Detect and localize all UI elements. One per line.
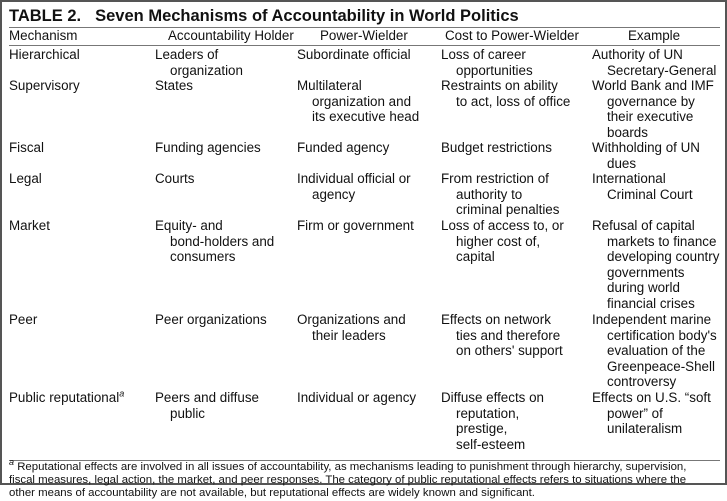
cell-mechanism: Market <box>9 218 50 233</box>
cell-example: Refusal of capital markets to finance developing country governments during world financial crises <box>592 218 720 311</box>
cell-cost: Loss of access to, or higher cost of, capital <box>441 218 564 265</box>
column-header-cost: Cost to Power-Wielder <box>445 28 579 43</box>
cell-example: Withholding of UN dues <box>592 140 700 171</box>
column-header-accountability-holder: Accountability Holder <box>168 28 294 43</box>
cell-example: International Criminal Court <box>592 171 693 202</box>
table-title <box>9 6 519 26</box>
cell-holder: Leaders of organization <box>155 47 243 78</box>
cell-wielder: Multilateral organization and its executive head <box>297 78 420 125</box>
cell-cost: Restraints on ability to act, loss of office <box>441 78 571 109</box>
cell-holder: Peers and diffuse public <box>155 390 259 421</box>
table-number: TABLE 2. <box>9 7 82 25</box>
column-header-power-wielder: Power-Wielder <box>320 28 408 43</box>
cell-example: World Bank and IMF governance by their executive boards <box>592 78 714 140</box>
cell-cost: Budget restrictions <box>441 140 552 155</box>
cell-mechanism: Legal <box>9 171 42 186</box>
table-title-text: Seven Mechanisms of Accountability in World Politics <box>95 7 519 25</box>
footnote-marker: a <box>119 388 125 399</box>
column-header-mechanism: Mechanism <box>9 28 78 43</box>
cell-wielder: Individual or agency <box>297 390 417 405</box>
cell-example: Effects on U.S. “soft power” of unilateralism <box>592 390 711 437</box>
cell-cost: Effects on network ties and therefore on others' support <box>441 312 563 359</box>
cell-mechanism: Hierarchical <box>9 47 80 62</box>
cell-wielder: Individual official or agency <box>297 171 411 202</box>
cell-example: Authority of UN Secretary-General <box>592 47 717 78</box>
header-rule <box>9 45 720 46</box>
table-footnote: $^a$ Reputational effects are involved in all issues of accountability, as mechanisms leading to punishment through hierarchy, supervision, fiscal measures, legal action, the market, and peer responses. The category of public reputational effects refers to situations where the other means of accountability are not available, but reputational effects are widely known and significant. <box>9 457 687 500</box>
cell-cost: From restriction of authority to criminal penalties <box>441 171 560 218</box>
cell-mechanism: Fiscal <box>9 140 44 155</box>
cell-example: Independent marine certification body's evaluation of the Greenpeace-Shell controversy <box>592 312 717 390</box>
column-header-example: Example <box>628 28 681 43</box>
footnote-marker: a <box>9 457 15 468</box>
cell-wielder: Firm or government <box>297 218 414 233</box>
cell-wielder: Subordinate official <box>297 47 411 62</box>
cell-holder: Equity- and bond-holders and consumers <box>155 218 275 265</box>
cell-wielder: Organizations and their leaders <box>297 312 406 343</box>
cell-wielder: Funded agency <box>297 140 390 155</box>
cell-mechanism: Public reputational$^a$ <box>9 388 125 405</box>
cell-holder: Peer organizations <box>155 312 267 327</box>
cell-mechanism: Peer <box>9 312 38 327</box>
cell-cost: Diffuse effects on reputation, prestige, self-esteem <box>441 390 544 452</box>
cell-mechanism: Supervisory <box>9 78 80 93</box>
cell-cost: Loss of career opportunities <box>441 47 533 78</box>
cell-holder: Courts <box>155 171 195 186</box>
cell-holder: States <box>155 78 193 93</box>
cell-holder: Funding agencies <box>155 140 261 155</box>
